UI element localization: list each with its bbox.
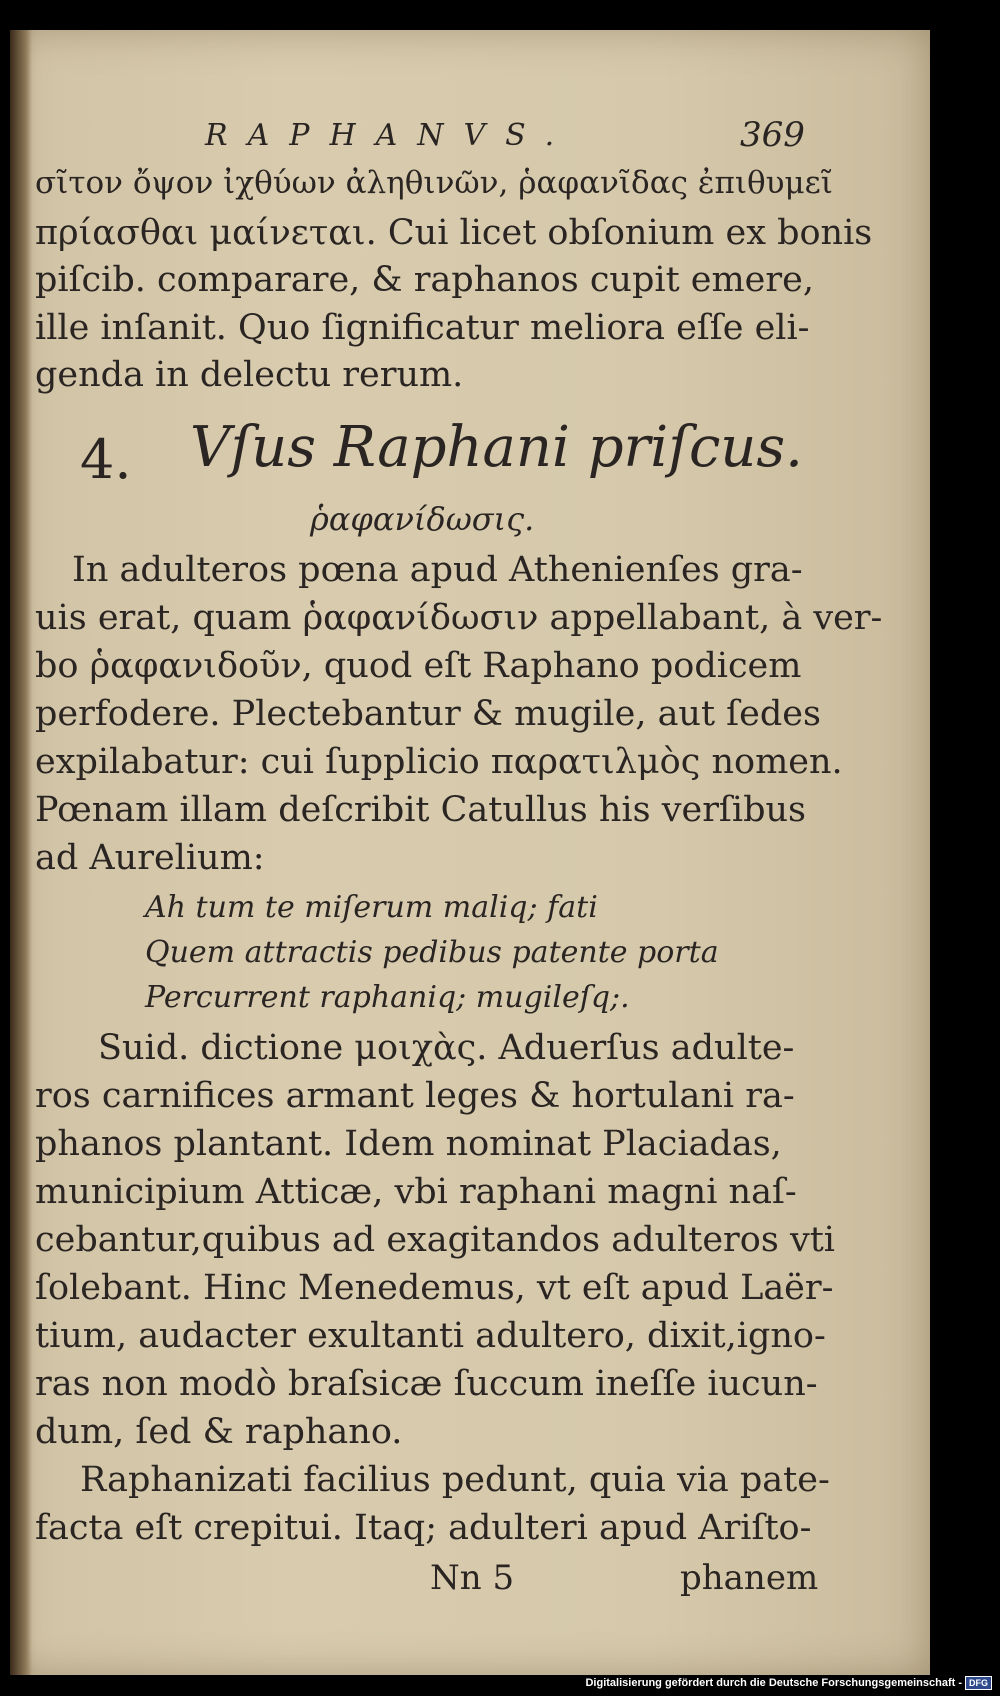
text-line: perfodere. Plectebantur & mugile, aut ſedes [35, 694, 821, 734]
digitization-credit [585, 1676, 992, 1690]
text-line: municipium Atticæ, vbi raphani magni naſ- [35, 1172, 797, 1212]
text-line: bo ῥαφανιδοῦν, quod eſt Raphano podicem [35, 646, 802, 686]
text-line: Suid. dictione μοιχὰς. Aduerſus adulte- [98, 1028, 795, 1068]
text-line: phanos plantant. Idem nominat Placiadas, [35, 1124, 782, 1164]
running-title: RAPHANVS. [205, 118, 575, 153]
text-line: ad Aurelium: [35, 838, 265, 878]
text-line: Pœnam illam deſcribit Catullus his verſibus [35, 790, 806, 830]
page-gutter [10, 30, 32, 1675]
section-number: 4. [80, 428, 132, 491]
text-line: ras non modò braſsicæ ſuccum ineſſe iucun- [35, 1364, 818, 1404]
text-line: ſolebant. Hinc Menedemus, vt eſt apud Laër- [35, 1268, 834, 1308]
text-line: tium, audacter exultanti adultero, dixit,igno- [35, 1316, 826, 1356]
text-line: genda in delectu rerum. [35, 355, 464, 395]
text-line: σῖτον ὄψον ἰχθύων ἀληθινῶν, ῥαφανῖδας ἐπιθυμεῖ [35, 165, 833, 201]
signature-mark: Nn 5 [430, 1558, 515, 1598]
text-line: ros carnifices armant leges & hortulani ra- [35, 1076, 795, 1116]
text-line: πρίασθαι μαίνεται. Cui licet obſonium ex bonis [35, 213, 873, 253]
section-subtitle: ῥαφανίδωσις. [310, 500, 535, 538]
book-page [10, 30, 930, 1675]
dfg-logo: DFG [965, 1676, 992, 1690]
text-line: In adulteros pœna apud Athenienſes gra- [72, 550, 803, 590]
text-line: uis erat, quam ῥαφανίδωσιν appellabant, à ver- [35, 598, 883, 638]
page-number: 369 [740, 115, 805, 155]
text-line: cebantur,quibus ad exagitandos adulteros vti [35, 1220, 835, 1260]
verse-line: Quem attractis pedibus patente porta [145, 935, 719, 970]
text-line: ille inſanit. Quo ſignificatur meliora eſſe eli- [35, 308, 810, 348]
text-line: piſcib. comparare, & raphanos cupit emere, [35, 260, 814, 300]
text-line: Raphanizati facilius pedunt, quia via pate- [80, 1460, 830, 1500]
credit-text: Digitalisierung gefördert durch die Deutsche Forschungsgemeinschaft - [585, 1677, 962, 1689]
text-line: facta eſt crepitui. Itaq; adulteri apud Ariſto- [35, 1508, 812, 1548]
text-line: expilabatur: cui ſupplicio παρατιλμὸς nomen. [35, 742, 843, 782]
verse-line: Percurrent raphaniq; mugileſq;. [145, 980, 630, 1015]
section-heading: Vſus Raphani priſcus. [190, 415, 803, 480]
catchword: phanem [680, 1558, 819, 1598]
verse-line: Ah tum te miſerum maliq; fati [145, 890, 598, 925]
text-line: dum, ſed & raphano. [35, 1412, 403, 1452]
